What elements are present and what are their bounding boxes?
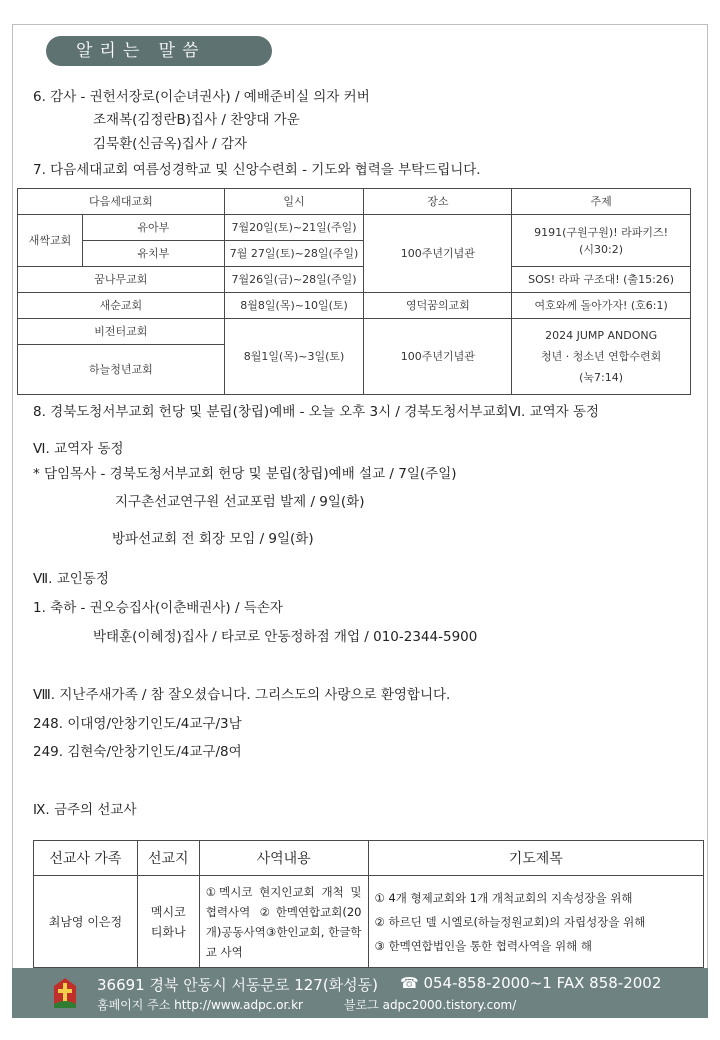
theme-line: 2024 JUMP ANDONG: [545, 329, 658, 342]
table-row: [18, 267, 691, 293]
sec9-heading: Ⅸ. 금주의 선교사: [33, 802, 137, 818]
sec8-line1: 248. 이대영/안창기인도/4교구/3남: [33, 716, 242, 732]
sec6-heading: Ⅵ. 교역자 동정: [33, 441, 124, 457]
cell-dept: 유아부: [82, 215, 224, 241]
cell-date: 8월8일(목)~10일(토): [224, 293, 364, 319]
header-cell: 기도제목: [368, 841, 703, 876]
missionary-table: [33, 840, 704, 968]
header-cell: 다음세대교회: [18, 189, 225, 215]
sec8-line2: 249. 김현숙/안창기인도/4교구/8여: [33, 744, 242, 760]
sec6-line3: 방파선교회 전 회장 모임 / 9일(화): [112, 531, 314, 547]
sec6-line2: 지구촌선교연구원 선교포럼 발제 / 9일(화): [115, 494, 365, 510]
cell-family: 최남영 이은정: [34, 876, 138, 968]
cell-date: 7월20일(토)~21일(주일): [224, 215, 364, 241]
cell-dept: 비전터교회: [18, 319, 225, 345]
prayer-line: ① 4개 형제교회와 1개 개척교회의 지속성장을 위해: [374, 890, 633, 905]
item7-line1: 7. 다음세대교회 여름성경학교 및 신앙수련회 - 기도와 협력을 부탁드립니다.: [33, 162, 481, 178]
theme-line: (시30:2): [579, 242, 624, 256]
prayer-line: ② 하르딘 델 시엘로(하늘정원교회)의 자립성장을 위해: [374, 914, 646, 929]
cell-theme: [512, 319, 691, 395]
item6-line1: 6. 감사 - 권헌서장로(이순녀권사) / 예배준비실 의자 커버: [33, 89, 370, 105]
cell-date: 7월26일(금)~28일(주일): [224, 267, 364, 293]
church-logo-icon: [52, 976, 78, 1010]
sec7-line2: 박태훈(이혜정)집사 / 타코로 안동정하점 개업 / 010-2344-5900: [93, 629, 478, 645]
table-row: [34, 876, 704, 968]
cell-dept: 새순교회: [18, 293, 225, 319]
summer-program-table: [17, 188, 691, 395]
table-row: [18, 293, 691, 319]
item6-line2: 조재복(김정란B)집사 / 찬양대 가운: [93, 112, 300, 128]
site-line: 티화나: [150, 924, 186, 939]
cell-theme: 여호와께 돌아가자! (호6:1): [512, 293, 691, 319]
footer-homepage[interactable]: 홈페이지 주소 http://www.adpc.or.kr: [97, 998, 303, 1012]
cell-place: 영덕꿈의교회: [364, 293, 512, 319]
sec8-heading: Ⅷ. 지난주새가족 / 참 잘오셨습니다. 그리스도의 사랑으로 환영합니다.: [33, 687, 451, 703]
sec7-heading: Ⅶ. 교인동정: [33, 571, 109, 587]
cell-prayer: [368, 876, 703, 968]
site-line: 멕시코: [150, 904, 186, 919]
sec6-line1: * 담임목사 - 경북도청서부교회 헌당 및 분립(창립)예배 설교 / 7일(주일): [33, 466, 457, 482]
footer-bar: [12, 968, 708, 1018]
theme-line: 청년 · 청소년 연합수련회: [540, 350, 662, 363]
cell-theme: SOS! 라파 구조대! (출15:26): [512, 267, 691, 293]
footer-blog[interactable]: 블로그 adpc2000.tistory.com/: [344, 998, 517, 1012]
footer-address: 36691 경북 안동시 서동문로 127(화성동): [97, 976, 379, 994]
cell-group: 새싹교회: [18, 215, 83, 267]
header-cell: 선교지: [137, 841, 199, 876]
header-cell: 선교사 가족: [34, 841, 138, 876]
table-row: [18, 319, 691, 345]
cell-place: 100주년기념관: [364, 215, 512, 293]
footer-phone: ☎ 054-858-2000~1 FAX 858-2002: [400, 974, 662, 992]
cell-date: 8월1일(목)~3일(토): [224, 319, 364, 395]
cell-site: [137, 876, 199, 968]
table-row: [18, 215, 691, 241]
cell-dept: 하늘청년교회: [18, 345, 225, 395]
header-cell: 사역내용: [199, 841, 368, 876]
sec7-line1: 1. 축하 - 권오승집사(이춘배권사) / 득손자: [33, 600, 283, 616]
cell-place: 100주년기념관: [364, 319, 512, 395]
cell-dept: 꿈나무교회: [18, 267, 225, 293]
cell-date: 7월 27일(토)~28일(주일): [224, 241, 364, 267]
table-header-row: [34, 841, 704, 876]
cell-work: ①멕시코 현지인교회 개척 및 협력사역 ②한멕연합교회(20개)공동사역③한인교회, 한글학교 사역: [199, 876, 368, 968]
theme-line: (눅7:14): [579, 371, 624, 384]
item6-line3: 김묵환(신금옥)집사 / 감자: [93, 136, 248, 152]
header-cell: 일시: [224, 189, 364, 215]
cell-theme: [512, 215, 691, 267]
prayer-line: ③ 한멕연합법인을 통한 협력사역을 위해 해: [374, 938, 592, 953]
section-title: 알리는 말씀: [46, 36, 272, 66]
header-cell: 장소: [364, 189, 512, 215]
table-header-row: [18, 189, 691, 215]
cell-dept: 유치부: [82, 241, 224, 267]
theme-line: 9191(구원구원)! 라파키즈!: [534, 225, 669, 239]
item8-line1: 8. 경북도청서부교회 헌당 및 분립(창립)예배 - 오늘 오후 3시 / 경북도청서부교회Ⅵ. 교역자 동정: [33, 404, 600, 420]
header-cell: 주제: [512, 189, 691, 215]
